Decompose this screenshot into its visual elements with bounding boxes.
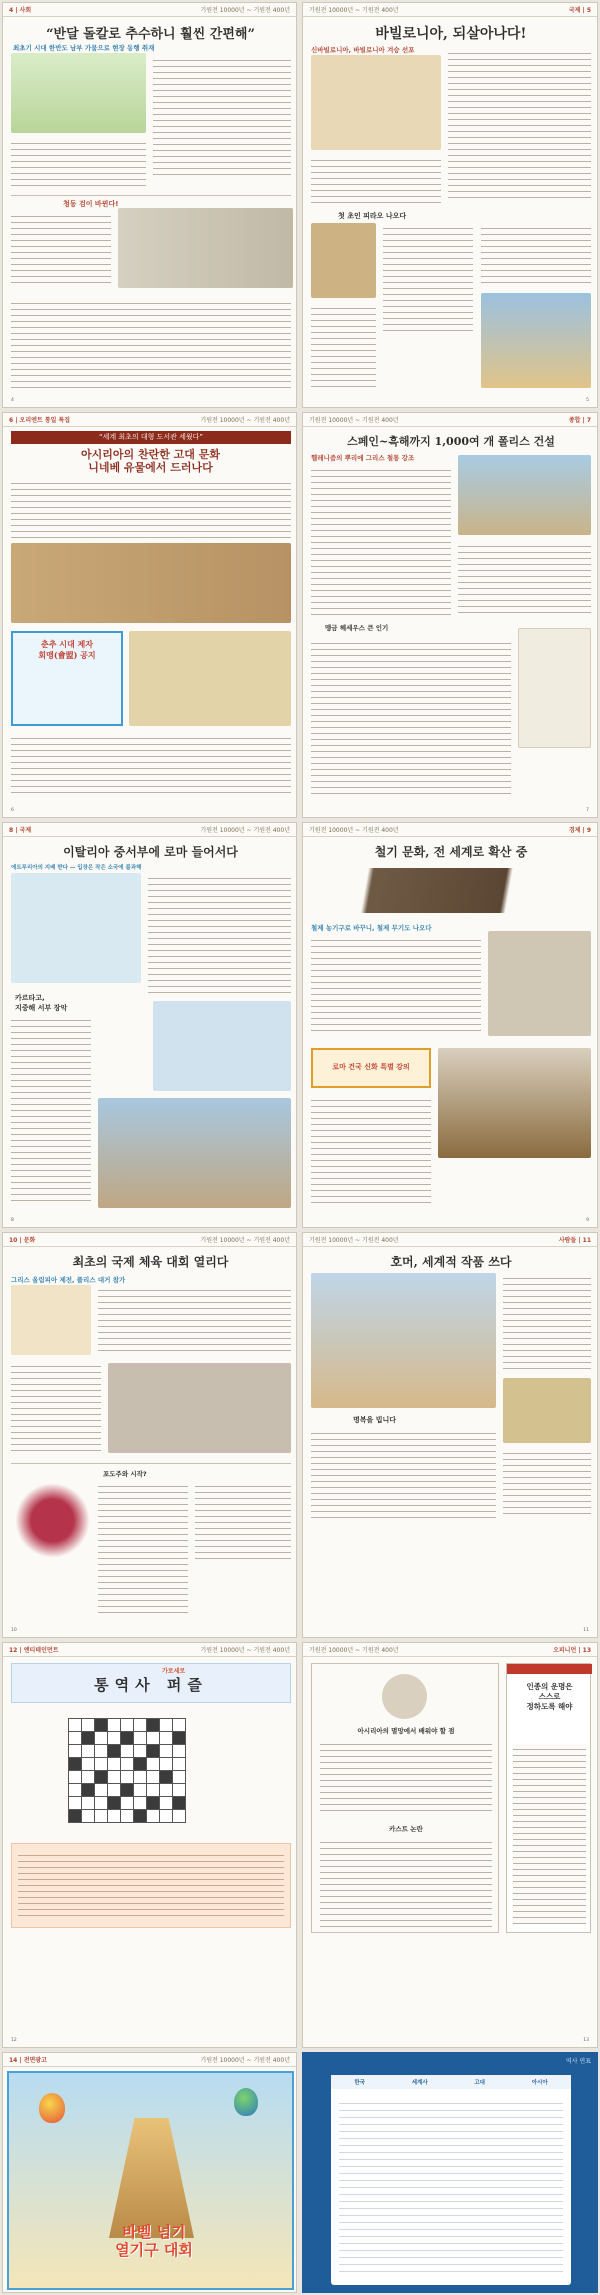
harvest-illustration	[11, 53, 146, 133]
timeline-entries	[339, 2097, 563, 2277]
section-label: 6 | 오리엔트 통일 특집	[9, 417, 71, 424]
acropolis-photo	[458, 455, 591, 535]
article-text-2	[11, 1015, 91, 1205]
page-6-orient-special	[2, 412, 297, 818]
page-7-general	[302, 412, 598, 818]
banner	[11, 431, 291, 444]
article-text-3	[383, 223, 473, 333]
puzzle-title: 통역사 퍼즐	[94, 1676, 208, 1694]
page-header	[303, 3, 597, 17]
page-number: 4	[11, 398, 14, 403]
ancient-map	[129, 631, 291, 726]
section-label: 경제 | 9	[568, 827, 591, 834]
tab-asia[interactable]: 아시아	[531, 2080, 548, 2086]
subheadline: 에트루리아의 지배 받다 — 입장은 작은 소국에 불과해	[11, 865, 142, 871]
subheadline-2: 맹금 헤세우스 큰 인기	[325, 624, 389, 632]
article-text	[153, 55, 291, 180]
timeline-header: 역사 연표	[565, 2058, 591, 2065]
iron-dagger-photo	[313, 868, 583, 913]
article-text-2	[458, 541, 591, 616]
lion-hunt-relief	[11, 543, 291, 623]
pyramids-photo	[481, 293, 591, 388]
page-11-people	[302, 1232, 598, 1638]
headline: 스페인~흑해까지 1,000여 개 폴리스 건설	[347, 435, 555, 448]
page-8-international	[2, 822, 297, 1228]
page-header	[3, 2053, 296, 2067]
article-text-3	[98, 1481, 188, 1616]
page-header	[3, 1233, 296, 1247]
date-range: 기원전 10000년 ~ 기원전 400년	[200, 827, 290, 834]
date-range: 기원전 10000년 ~ 기원전 400년	[309, 1647, 399, 1654]
box-text	[11, 211, 111, 286]
banner-text: “세계 최초의 대형 도서관 세웠다”	[98, 433, 204, 441]
section-label: 오피니언 | 13	[553, 1647, 591, 1654]
article-text-5	[311, 303, 376, 388]
section-label: 12 | 엔티테인먼트	[9, 1647, 59, 1654]
page-4-society	[2, 2, 297, 408]
column-text	[320, 1739, 492, 1814]
mediterranean-map	[153, 1001, 291, 1091]
page-13-opinion	[302, 1642, 598, 2048]
article-text	[503, 1273, 591, 1373]
column-title: 아시리아의 멸망에서 배워야 할 점	[357, 1727, 455, 1735]
page-number: 6	[11, 808, 14, 813]
columnist-portrait	[382, 1674, 427, 1719]
date-range: 기원전 10000년 ~ 기원전 400년	[200, 2057, 290, 2064]
clues-box	[11, 1843, 291, 1928]
page-number: 12	[11, 2038, 17, 2043]
page-number: 13	[583, 2038, 589, 2043]
page-header	[303, 823, 597, 837]
babylon-map	[311, 55, 441, 150]
article-text-4	[195, 1481, 291, 1561]
article-text	[98, 1285, 291, 1355]
page-header	[3, 1643, 296, 1657]
article-text	[311, 935, 481, 1035]
section-label: 사람들 | 11	[558, 1237, 591, 1244]
article-text-4	[481, 223, 591, 288]
section-label: 종합 | 7	[568, 417, 591, 424]
box-title: 청동 검이 바뀐다!	[63, 200, 119, 208]
subheadline-2: 카르타고, 지중해 서부 장악	[15, 994, 68, 1012]
column-box	[311, 1663, 499, 1933]
subheadline: 최초기 시대 한반도 남부 가뭄으로 현장 동행 취재	[13, 44, 155, 52]
tab-ancient[interactable]: 고대	[474, 2080, 485, 2086]
column-text-2	[320, 1837, 492, 1927]
date-range: 기원전 10000년 ~ 기원전 400년	[309, 7, 399, 14]
balloon-poster	[7, 2071, 294, 2290]
article-text-2	[311, 1428, 496, 1518]
subheadline: 헬레니즘의 뿌리에 그리스 철통 강조	[311, 454, 415, 462]
article-text-2	[11, 1361, 101, 1456]
page-number: 10	[11, 1628, 17, 1633]
crossword-grid[interactable]	[68, 1718, 186, 1823]
page-header	[3, 823, 296, 837]
headline: 호머, 세계적 작품 쓰다	[390, 1255, 512, 1269]
bronze-daggers-photo	[118, 208, 293, 288]
article-text-2	[11, 138, 146, 190]
article-text-2	[311, 1095, 431, 1205]
quote: 명복을 빕니다	[353, 1416, 397, 1424]
page-number: 7	[586, 808, 589, 813]
chariot-relief-photo	[108, 1363, 291, 1453]
headline: 이탈리아 중서부에 로마 들어서다	[63, 845, 238, 859]
page-header	[303, 413, 597, 427]
subheadline: 그리스 올림피아 제전, 플리스 대거 참가	[11, 1276, 126, 1284]
page-header	[3, 413, 296, 427]
article-text-2	[311, 155, 441, 205]
tab-korea[interactable]: 한국	[354, 2080, 365, 2086]
date-range: 기원전 10000년 ~ 기원전 400년	[200, 7, 290, 14]
page-number: 9	[586, 1218, 589, 1223]
section-label: 국제 | 5	[568, 7, 591, 14]
subheadline: 신바빌로니아, 바빌로니아 겨승 선포	[311, 46, 415, 54]
poster-title: 바벨 넘기 열기구 대회	[115, 2223, 193, 2259]
banner-text: 로마 건국 신화 특별 강의	[332, 1062, 410, 1071]
theseus-illustration	[518, 628, 591, 748]
page-9-economy	[302, 822, 598, 1228]
section-label: 4 | 사회	[9, 7, 32, 14]
puzzle-subtitle: 가로세로	[162, 1668, 186, 1675]
box-text-2	[11, 298, 291, 388]
side-column	[506, 1663, 591, 1933]
headline: 바빌로니아, 되살아나다!	[375, 26, 527, 42]
date-range: 기원전 10000년 ~ 기원전 400년	[309, 1237, 399, 1244]
article-text-3	[503, 1448, 591, 1518]
section-label: 8 | 국제	[9, 827, 32, 834]
article-text	[311, 465, 451, 615]
section-label: 10 | 문화	[9, 1237, 36, 1244]
page-14-full-ad	[2, 2052, 297, 2293]
balloon-icon	[39, 2093, 65, 2123]
date-range: 기원전 10000년 ~ 기원전 400년	[309, 827, 399, 834]
page-number: 11	[583, 1628, 589, 1633]
page-header	[303, 1233, 597, 1247]
balloon-icon	[234, 2088, 258, 2116]
page-10-culture	[2, 1232, 297, 1638]
date-range: 기원전 10000년 ~ 기원전 400년	[200, 417, 290, 424]
page-number: 8	[11, 1218, 14, 1223]
headline: “반달 돌칼로 추수하니 훨씬 간편해”	[46, 27, 255, 42]
banner	[311, 1048, 431, 1088]
timeline-panel	[331, 2075, 571, 2285]
page-12-entertainment	[2, 1642, 297, 2048]
date-range: 기원전 10000년 ~ 기원전 400년	[200, 1237, 290, 1244]
timeline-page	[302, 2052, 598, 2293]
headline: 아시리아의 찬란한 고대 문화 니네베 유물에서 드러나다	[81, 448, 220, 474]
subheadline: 철제 농기구로 바꾸니, 철제 무기도 나오다	[311, 924, 432, 932]
article-text	[11, 478, 291, 538]
manuscript-photo	[503, 1378, 591, 1443]
ad-box	[11, 631, 123, 726]
headline: 최초의 국제 체육 대회 열리다	[72, 1255, 229, 1269]
tab-world[interactable]: 세계사	[411, 2080, 428, 2086]
column-title-2: 카스트 논란	[389, 1825, 423, 1833]
page-number: 5	[586, 398, 589, 403]
grapes-illustration	[15, 1483, 90, 1558]
section-label: 14 | 전면광고	[9, 2057, 47, 2064]
article-text-2	[11, 733, 291, 798]
article-text	[448, 48, 591, 198]
capitoline-wolf-photo	[438, 1048, 591, 1158]
iron-cauldron-photo	[488, 931, 591, 1036]
article-text	[148, 873, 291, 993]
italy-map	[11, 873, 141, 983]
puzzle-title-box	[11, 1663, 291, 1703]
pharaoh-statue	[311, 223, 376, 298]
ad-title: 춘추 시대 제자 회맹(會盟) 공지	[38, 639, 96, 660]
carthage-ruins-photo	[98, 1098, 291, 1208]
olympic-runners-illustration	[11, 1285, 91, 1355]
page-5-international	[302, 2, 598, 408]
side-text	[513, 1744, 586, 1924]
homer-painting	[311, 1273, 496, 1408]
date-range: 기원전 10000년 ~ 기원전 400년	[309, 417, 399, 424]
page-header	[303, 1643, 597, 1657]
subheadline-2: 첫 초인 피라오 나오다	[338, 212, 407, 220]
date-range: 기원전 10000년 ~ 기원전 400년	[200, 1647, 290, 1654]
page-header	[3, 3, 296, 17]
headline: 철기 문화, 전 세계로 확산 중	[374, 845, 528, 859]
subheadline-2: 포도주와 시작?	[103, 1470, 147, 1478]
side-title: 인종의 운명은 스스로 정하도록 해야	[526, 1682, 573, 1711]
tower-of-babel	[109, 2118, 194, 2238]
article-text-3	[311, 638, 511, 798]
timeline-tabs	[331, 2075, 571, 2089]
